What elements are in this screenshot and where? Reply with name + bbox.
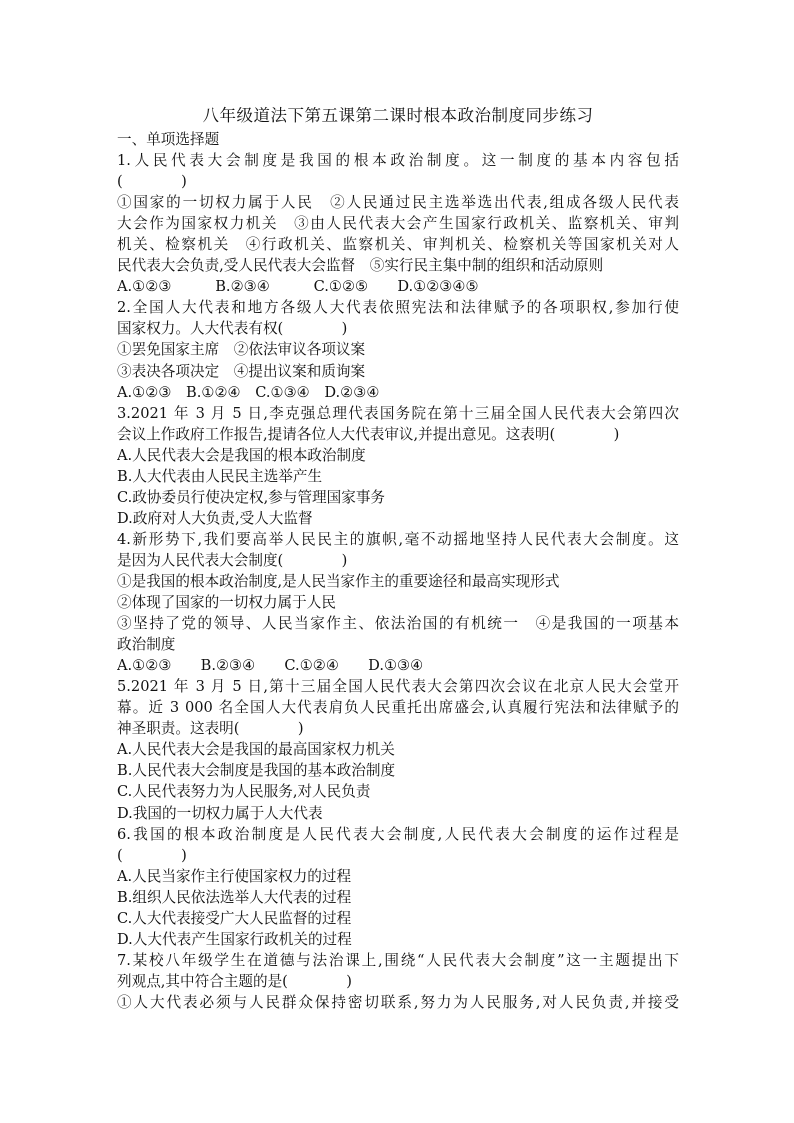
text-line: ③坚持了党的领导、人民当家作主、依法治国的有机统一 ④是我国的一项基本 xyxy=(117,615,679,633)
text-line: ①人大代表必须与人民群众保持密切联系,努力为人民服务,对人民负责,并接受 xyxy=(117,993,679,1011)
section-heading: 一、单项选择题 xyxy=(117,131,220,148)
text-line: 是因为人民代表大会制度( ) xyxy=(117,551,348,569)
text-line: D.人大代表产生国家行政机关的过程 xyxy=(117,930,352,948)
text-line: 7.某校八年级学生在道德与法治课上,围绕“人民代表大会制度”这一主题提出下 xyxy=(117,951,679,969)
text-line: A.①②③ B.②③④ C.①②④ D.①③④ xyxy=(117,657,424,675)
text-line: 5.2021 年 3 月 5 日,第十三届全国人民代表大会第四次会议在北京人民大会堂开 xyxy=(117,678,679,696)
text-line: C.人大代表接受广大人民监督的过程 xyxy=(117,909,352,927)
text-line: D.政府对人大负责,受人大监督 xyxy=(117,509,313,527)
text-line: ( ) xyxy=(117,173,187,191)
text-line: ①是我国的根本政治制度,是人民当家作主的重要途径和最高实现形式 xyxy=(117,572,560,590)
text-line: 2.全国人大代表和地方各级人大代表依照宪法和法律赋予的各项职权,参加行使 xyxy=(117,299,679,317)
text-line: ②体现了国家的一切权力属于人民 xyxy=(117,594,336,612)
text-line: 神圣职责。这表明( ) xyxy=(117,720,304,738)
text-line: A.人民代表大会是我国的最高国家权力机关 xyxy=(117,741,395,759)
text-line: B.组织人民依法选举人大代表的过程 xyxy=(117,888,352,906)
text-line: 幕。近 3 000 名全国人大代表肩负人民重托出席盛会,认真履行宪法和法律赋予的 xyxy=(117,699,679,717)
document-body xyxy=(117,150,679,1013)
text-line: 会议上作政府工作报告,提请各位人大代表审议,并提出意见。这表明( ) xyxy=(117,425,620,443)
document-title: 八年级道法下第五课第二课时根本政治制度同步练习 xyxy=(202,106,594,125)
text-line: 4.新形势下,我们要高举人民民主的旗帜,毫不动摇地坚持人民代表大会制度。这 xyxy=(117,530,679,548)
text-line: ( ) xyxy=(117,846,187,864)
text-line: D.我国的一切权力属于人大代表 xyxy=(117,804,323,822)
text-line: A.①②③ B.①②④ C.①③④ D.②③④ xyxy=(117,383,380,401)
text-line: ①罢免国家主席 ②依法审议各项议案 xyxy=(117,341,366,359)
text-line: C.人民代表努力为人民服务,对人民负责 xyxy=(117,783,371,801)
text-line: A.人民代表大会是我国的根本政治制度 xyxy=(117,446,366,464)
text-line: A.人民当家作主行使国家权力的过程 xyxy=(117,867,352,885)
text-line: B.人大代表由人民民主选举产生 xyxy=(117,467,323,485)
text-line: 3.2021 年 3 月 5 日,李克强总理代表国务院在第十三届全国人民代表大会第四次 xyxy=(117,404,679,422)
text-line: 民代表大会负责,受人民代表大会监督 ⑤实行民主集中制的组织和活动原则 xyxy=(117,257,604,275)
text-line: 列观点,其中符合主题的是( ) xyxy=(117,972,352,990)
text-line: 政治制度 xyxy=(117,636,176,654)
text-line: 大会作为国家权力机关 ③由人民代表大会产生国家行政机关、监察机关、审判 xyxy=(117,215,679,233)
text-line: A.①②③ B.②③④ C.①②⑤ D.①②③④⑤ xyxy=(117,278,479,296)
document-page xyxy=(117,104,679,1013)
text-line: 1.人民代表大会制度是我国的根本政治制度。这一制度的基本内容包括 xyxy=(117,152,679,170)
text-line: C.政协委员行使决定权,参与管理国家事务 xyxy=(117,488,386,506)
text-line: B.人民代表大会制度是我国的基本政治制度 xyxy=(117,762,396,780)
text-line: 国家权力。人大代表有权( ) xyxy=(117,320,348,338)
text-line: 6.我国的根本政治制度是人民代表大会制度,人民代表大会制度的运作过程是 xyxy=(117,825,679,843)
text-line: ③表决各项决定 ④提出议案和质询案 xyxy=(117,362,366,380)
text-line: ①国家的一切权力属于人民 ②人民通过民主选举选出代表,组成各级人民代表 xyxy=(117,194,679,212)
text-line: 机关、检察机关 ④行政机关、监察机关、审判机关、检察机关等国家机关对人 xyxy=(117,236,679,254)
